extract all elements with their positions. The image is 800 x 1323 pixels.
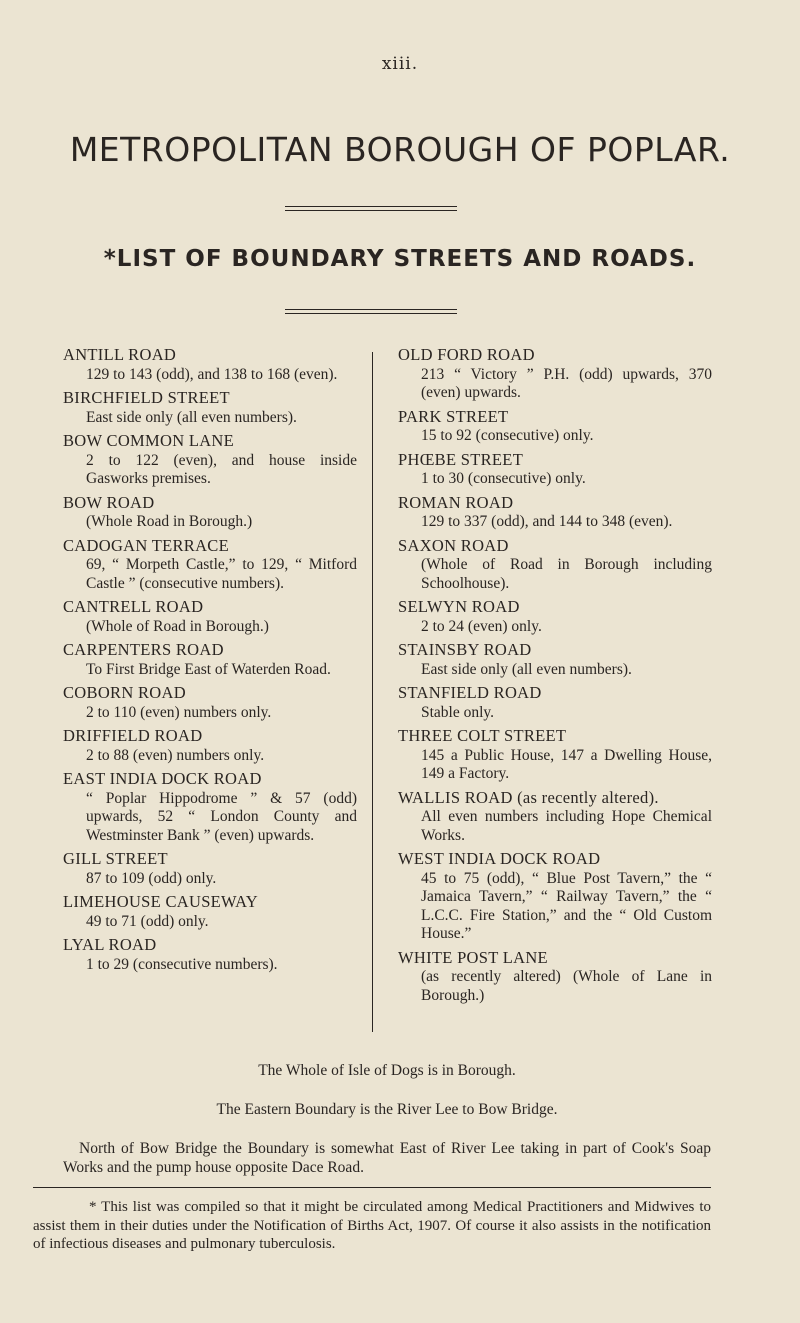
street-detail: Stable only. (421, 703, 495, 721)
street-name: STAINSBY ROAD (398, 640, 532, 659)
street-entry (63, 727, 357, 765)
street-name: ROMAN ROAD (398, 492, 514, 512)
street-entry (63, 641, 357, 679)
right-street-column (398, 346, 712, 1010)
street-detail: All even numbers including Hope Chemical Works. (421, 808, 712, 844)
title-rule (285, 206, 457, 211)
street-detail: (Whole of Road in Borough including Schoolhouse). (421, 556, 712, 592)
street-entry (63, 346, 357, 384)
street-name: ANTILL ROAD (63, 345, 177, 364)
street-name: SAXON ROAD (398, 535, 509, 555)
street-detail: 87 to 109 (odd) only. (86, 869, 217, 887)
street-entry (63, 936, 357, 974)
street-entry (63, 850, 357, 888)
street-entry (398, 408, 712, 446)
street-name: WHITE POST LANE (398, 947, 548, 967)
street-detail: 2 to 24 (even) only. (421, 617, 542, 635)
street-entry (63, 432, 357, 489)
street-detail: 129 to 337 (odd), and 144 to 348 (even). (421, 513, 673, 530)
street-entry (398, 789, 712, 846)
street-name: PHŒBE STREET (398, 449, 524, 469)
street-entry (63, 389, 357, 427)
street-name: GILL STREET (63, 849, 168, 868)
page-number: xiii. (381, 54, 419, 74)
street-entry (63, 770, 357, 845)
street-entry (398, 346, 712, 403)
street-detail: 1 to 29 (consecutive numbers). (86, 955, 278, 973)
street-detail: 45 to 75 (odd), “ Blue Post Tavern,” the “ Jamaica Tavern,” “ Railway Tavern,” the “ L.C.C. Fire Station,” and the “ Old Custom House.” (421, 869, 712, 942)
street-detail: 49 to 71 (odd) only. (86, 912, 209, 930)
street-entry (398, 684, 712, 722)
street-name: COBORN ROAD (63, 683, 186, 702)
street-name: EAST INDIA DOCK ROAD (63, 769, 262, 788)
street-name: LYAL ROAD (63, 935, 157, 954)
street-detail: (Whole Road in Borough.) (86, 513, 253, 530)
street-name: BOW COMMON LANE (63, 431, 235, 450)
eastern-boundary-note: The Eastern Boundary is the River Lee to Bow Bridge. (216, 1101, 558, 1118)
street-entry (398, 451, 712, 489)
street-detail: 145 a Public House, 147 a Dwelling House, 149 a Factory. (421, 746, 712, 782)
street-name: LIMEHOUSE CAUSEWAY (63, 892, 259, 911)
street-name: WALLIS ROAD (as recently altered). (398, 787, 659, 807)
street-detail: 15 to 92 (consecutive) only. (421, 427, 594, 444)
street-detail: 129 to 143 (odd), and 138 to 168 (even). (86, 365, 338, 383)
street-name: WEST INDIA DOCK ROAD (398, 849, 601, 868)
north-boundary-note: North of Bow Bridge the Boundary is somewhat East of River Lee taking in part of Cook's Soap Works and the pump house opposite Dace Road. (63, 1140, 711, 1176)
left-street-column (63, 346, 357, 979)
street-name: CANTRELL ROAD (63, 597, 204, 616)
street-entry (63, 684, 357, 722)
street-detail: 2 to 110 (even) numbers only. (86, 703, 272, 721)
street-entry (398, 598, 712, 636)
street-name: PARK STREET (398, 406, 509, 426)
street-entry (63, 537, 357, 594)
street-entry (398, 494, 712, 532)
street-detail: East side only (all even numbers). (86, 408, 297, 426)
street-name: OLD FORD ROAD (398, 345, 535, 364)
street-name: DRIFFIELD ROAD (63, 726, 203, 745)
street-detail: 1 to 30 (consecutive) only. (421, 470, 586, 487)
street-entry (398, 727, 712, 784)
street-name: CARPENTERS ROAD (63, 640, 224, 659)
footnote-rule (33, 1187, 711, 1188)
street-detail: East side only (all even numbers). (421, 660, 632, 678)
street-entry (398, 949, 712, 1006)
isle-of-dogs-note: The Whole of Isle of Dogs is in Borough. (258, 1062, 516, 1079)
street-detail: 69, “ Morpeth Castle,” to 129, “ Mitford Castle ” (consecutive numbers). (86, 556, 357, 592)
street-detail: (as recently altered) (Whole of Lane in Borough.) (421, 968, 712, 1004)
street-detail: 2 to 122 (even), and house inside Gasworks premises. (86, 451, 357, 487)
street-detail: 2 to 88 (even) numbers only. (86, 746, 265, 764)
street-entry (63, 598, 357, 636)
street-entry (398, 850, 712, 944)
street-name: CADOGAN TERRACE (63, 535, 229, 555)
footnote: * This list was compiled so that it might be circulated among Medical Practitioners and Midwives to assist them in their duties under the Notification of Births Act, 1907. Of course it also assists in the notification of infectious diseases and pulmonary tuberculosis. (33, 1199, 711, 1252)
street-entry (398, 641, 712, 679)
street-name: BOW ROAD (63, 492, 155, 512)
column-divider (372, 352, 373, 1032)
street-detail: “ Poplar Hippodrome ” & 57 (odd) upwards, 52 “ London County and Westminster Bank ” (even) upwards. (86, 789, 357, 844)
street-entry (63, 893, 357, 931)
page-title: METROPOLITAN BOROUGH OF POPLAR. (69, 130, 731, 169)
heading-rule (285, 309, 457, 314)
list-heading: *LIST OF BOUNDARY STREETS AND ROADS. (103, 246, 697, 272)
street-name: THREE COLT STREET (398, 726, 567, 745)
street-detail: 213 “ Victory ” P.H. (odd) upwards, 370 (even) upwards. (421, 365, 712, 401)
street-entry (63, 494, 357, 532)
street-detail: (Whole of Road in Borough.) (86, 617, 269, 635)
street-detail: To First Bridge East of Waterden Road. (86, 660, 331, 678)
street-name: STANFIELD ROAD (398, 683, 542, 702)
street-name: SELWYN ROAD (398, 597, 520, 616)
street-entry (398, 537, 712, 594)
street-name: BIRCHFIELD STREET (63, 388, 230, 407)
